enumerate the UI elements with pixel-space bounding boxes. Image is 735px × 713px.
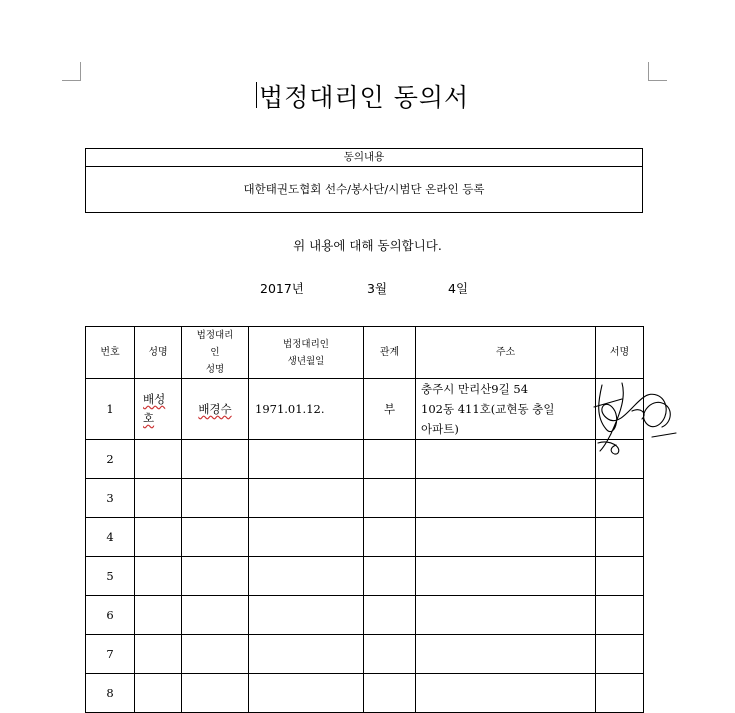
date-month: 3월 xyxy=(367,281,388,296)
cell-guardian-name xyxy=(182,379,249,440)
table-row xyxy=(86,479,644,518)
cell-no: 5 xyxy=(86,557,135,596)
table-row xyxy=(86,596,644,635)
header-guardian-name: 법정대리 인 성명 xyxy=(182,327,249,379)
header-no: 번호 xyxy=(86,327,135,379)
cell-no: 7 xyxy=(86,635,135,674)
header-guardian-birth: 법정대리인 생년월일 xyxy=(249,327,364,379)
header-signature: 서명 xyxy=(596,327,644,379)
table-header-row xyxy=(86,327,644,379)
consent-heading: 동의내용 xyxy=(86,149,642,167)
cell-name-text: 배성 호 xyxy=(143,392,166,425)
header-relation: 관계 xyxy=(364,327,416,379)
cell-signature xyxy=(596,379,644,440)
header-address: 주소 xyxy=(416,327,596,379)
cell-address: 충주시 만리산9길 54 102동 411호(교현동 충일 아파트) xyxy=(416,379,596,440)
cell-relation: 부 xyxy=(364,379,416,440)
cell-no: 8 xyxy=(86,674,135,713)
cell-no: 4 xyxy=(86,518,135,557)
date-day: 4일 xyxy=(448,281,469,296)
table-row xyxy=(86,557,644,596)
cell-name xyxy=(135,379,182,440)
page-corner-mark-top-left xyxy=(62,62,81,81)
table-row xyxy=(86,635,644,674)
text-cursor xyxy=(256,82,257,108)
agreement-statement: 위 내용에 대해 동의합니다. xyxy=(293,238,442,253)
table-row xyxy=(86,440,644,479)
cell-no: 1 xyxy=(86,379,135,440)
cell-guardian-name-text: 배경수 xyxy=(198,402,232,416)
header-name: 성명 xyxy=(135,327,182,379)
cell-no: 3 xyxy=(86,479,135,518)
consent-content: 대한태권도협회 선수/봉사단/시범단 온라인 등록 xyxy=(243,182,485,196)
table-row xyxy=(86,518,644,557)
guardian-table xyxy=(85,326,644,713)
table-row xyxy=(86,379,644,440)
cell-no: 6 xyxy=(86,596,135,635)
cell-guardian-birth: 1971.01.12. xyxy=(249,379,364,440)
cell-no: 2 xyxy=(86,440,135,479)
table-row xyxy=(86,674,644,713)
document-title: 법정대리인 동의서 xyxy=(259,83,470,112)
page-corner-mark-top-right xyxy=(648,62,667,81)
consent-box xyxy=(85,148,643,213)
date-year: 2017년 xyxy=(260,281,304,296)
